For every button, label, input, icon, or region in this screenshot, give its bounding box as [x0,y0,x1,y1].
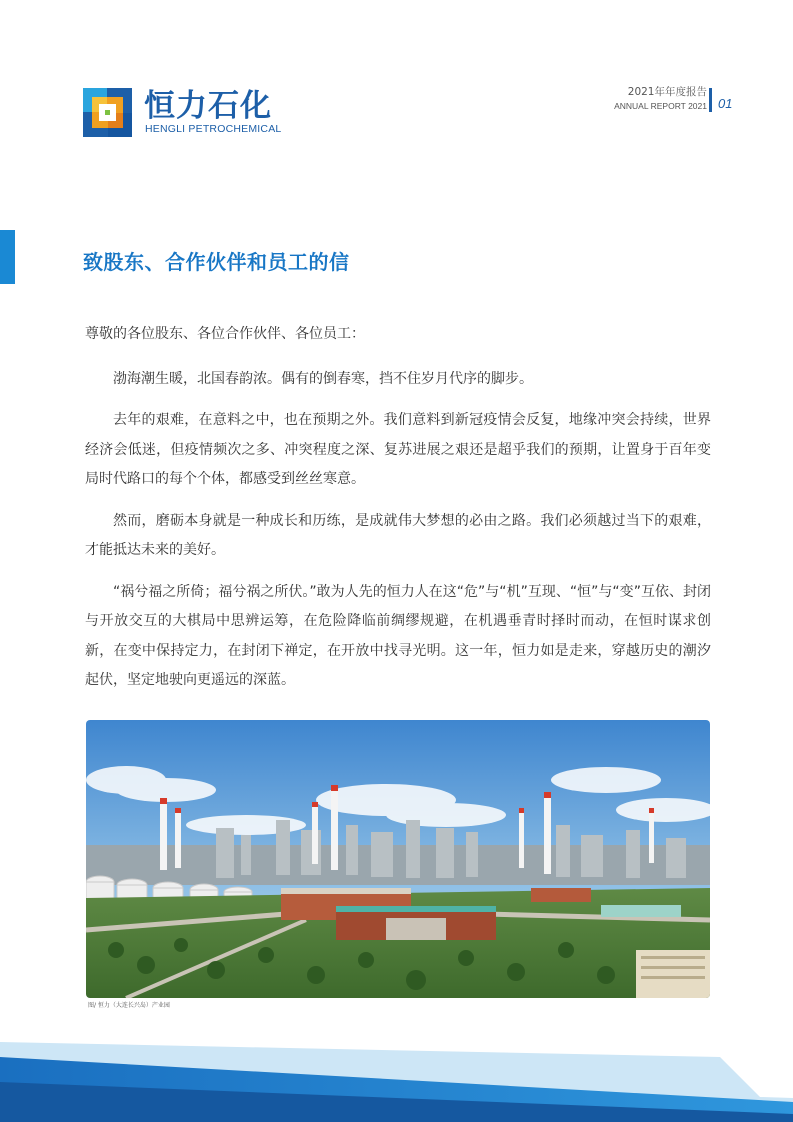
letter-body [85,320,711,708]
footer-decoration [0,1022,793,1122]
report-title-en: ANNUAL REPORT 2021 [614,101,707,111]
logo-mark-icon [83,88,132,137]
letter-paragraph: “祸兮福之所倚；福兮祸之所伏。”敢为人先的恒力人在这“危”与“机”互现、“恒”与“变”互依、封闭与开放交互的大棋局中思辨运筹，在危险降临前绸缪规避，在机遇垂青时择时而动，在恒时谋求创新，在变中保持定力，在封闭下禅定，在开放中找寻光明。这一年，恒力如是走来，穿越历史的潮汐起伏，坚定地驶向更遥远的深蓝。 [85,583,711,688]
header-divider [709,88,712,112]
refinery-illustration [86,720,710,998]
industrial-park-photo [86,720,710,998]
letter-paragraph: 去年的艰难，在意料之中，也在预期之外。我们意料到新冠疫情会反复，地缘冲突会持续，世界经济会低迷，但疫情频次之多、冲突程度之深、复苏进展之艰还是超乎我们的预期，让置身于百年变局时代路口的每个个体，都感受到丝丝寒意。 [85,412,711,487]
page-number: 01 [718,96,733,111]
logo-english-name: HENGLI PETROCHEMICAL [145,123,282,135]
report-title-cn: 2021年年度报告 [627,86,707,98]
logo-chinese-name: 恒力石化 [144,88,272,124]
letter-salutation: 尊敬的各位股东、各位合作伙伴、各位员工： [85,326,365,342]
letter-paragraph: 渤海潮生暖，北国春韵浓。偶有的倒春寒，挡不住岁月代序的脚步。 [113,370,533,387]
photo-caption: 图/ 恒力（大连长兴岛）产业园 [88,1002,170,1009]
letter-paragraph: 然而，磨砺本身就是一种成长和历练，是成就伟大梦想的必由之路。我们必须越过当下的艰难，才能抵达未来的美好。 [85,512,711,558]
company-logo [83,88,303,138]
side-accent-bar [0,230,15,284]
page-title: 致股东、合作伙伴和员工的信 [83,250,350,274]
